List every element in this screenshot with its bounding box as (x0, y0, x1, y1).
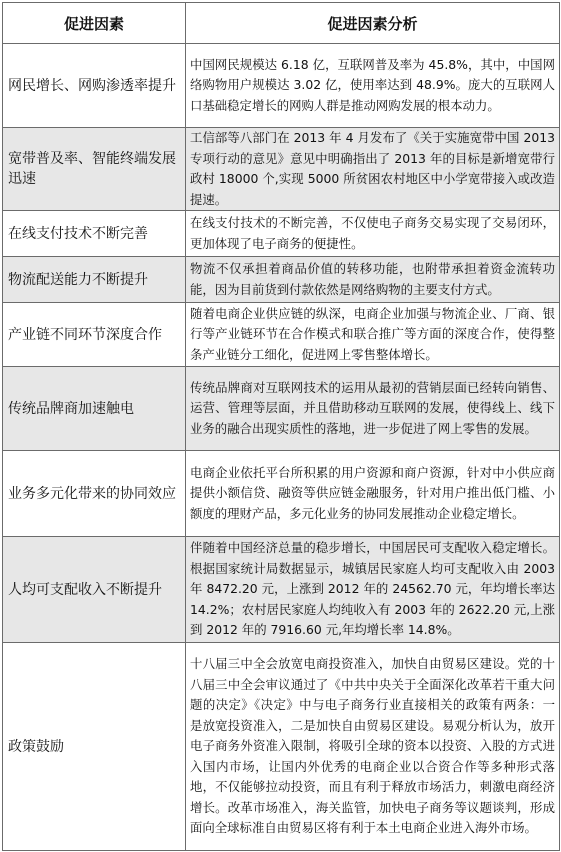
table-row (3, 303, 560, 367)
table-row (3, 257, 560, 303)
analysis-cell: 伴随着中国经济总量的稳步增长，中国居民可支配收入稳定增长。根据国家统计局数据显示，城镇居民家庭人均可支配收入由 2003 年 8472.20 元，上涨到 2012 年的 24562.70 元，年均增长率达 14.2%；农村居民家庭人均纯收入有 2003 年的 2622.20 元,上涨到 2012 年的 7916.60 元,年均增长率 14.8%。 (186, 537, 560, 643)
factor-cell: 宽带普及率、智能终端发展迅速 (3, 128, 186, 211)
header-row (3, 3, 560, 44)
table-row (3, 537, 560, 643)
factor-cell: 传统品牌商加速触电 (3, 367, 186, 451)
header-factor: 促进因素 (3, 3, 186, 44)
analysis-cell: 物流不仅承担着商品价值的转移功能，也附带承担着资金流转功能，因为目前货到付款依然是网络购物的主要支付方式。 (186, 257, 560, 303)
analysis-cell: 电商企业依托平台所积累的用户资源和商户资源，针对中小供应商提供小额信贷、融资等供应链金融服务，针对用户推出低门槛、小额度的理财产品，多元化业务的协同发展推动企业稳定增长。 (186, 451, 560, 537)
factor-cell: 业务多元化带来的协同效应 (3, 451, 186, 537)
header-analysis: 促进因素分析 (186, 3, 560, 44)
table-row (3, 367, 560, 451)
factor-cell: 在线支付技术不断完善 (3, 211, 186, 257)
factor-cell: 人均可支配收入不断提升 (3, 537, 186, 643)
table-row (3, 128, 560, 211)
factor-cell: 政策鼓励 (3, 643, 186, 851)
factor-cell: 网民增长、网购渗透率提升 (3, 44, 186, 128)
analysis-cell: 十八届三中全会放宽电商投资准入，加快自由贸易区建设。党的十八届三中全会审议通过了《中共中央关于全面深化改革若干重大问题的决定》《决定》中与电子商务行业直接相关的政策有两条：一是放宽投资准入，二是加快自由贸易区建设。易观分析认为，放开电子商务外资准入限制，将吸引全球的资本以投资、入股的方式进入国内市场，让国内外优秀的电商企业以合资合作等多种形式落地，不仅能够拉动投资，而且有利于释放市场活力，刺激电商经济增长。改革市场准入，海关监管，加快电子商务等议题谈判，形成面向全球标准自由贸易区将有利于本土电商企业进入海外市场。 (186, 643, 560, 851)
analysis-cell: 随着电商企业供应链的纵深，电商企业加强与物流企业、厂商、银行等产业链环节在合作模式和联合推广等方面的深度合作，使得整条产业链分工细化，促进网上零售整体增长。 (186, 303, 560, 367)
analysis-cell: 中国网民规模达 6.18 亿，互联网普及率为 45.8%，其中，中国网络购物用户规模达 3.02 亿，使用率达到 48.9%。庞大的互联网人口基础稳定增长的网购人群是推动网购发展的根本动力。 (186, 44, 560, 128)
table-row (3, 211, 560, 257)
factor-cell: 物流配送能力不断提升 (3, 257, 186, 303)
factor-cell: 产业链不同环节深度合作 (3, 303, 186, 367)
promotion-factors-table (2, 2, 560, 851)
analysis-cell: 在线支付技术的不断完善，不仅使电子商务交易实现了交易闭环，更加体现了电子商务的便捷性。 (186, 211, 560, 257)
table-row (3, 643, 560, 851)
table-row (3, 451, 560, 537)
analysis-cell: 工信部等八部门在 2013 年 4 月发布了《关于实施宽带中国 2013 专项行动的意见》意见中明确指出了 2013 年的目标是新增宽带行政村 18000 个,实现 5000 所贫困农村地区中小学宽带接入或改造提速。 (186, 128, 560, 211)
analysis-cell: 传统品牌商对互联网技术的运用从最初的营销层面已经转向销售、运营、管理等层面，并且借助移动互联网的发展，使得线上、线下业务的融合出现实质性的落地，进一步促进了网上零售的发展。 (186, 367, 560, 451)
table-row (3, 44, 560, 128)
